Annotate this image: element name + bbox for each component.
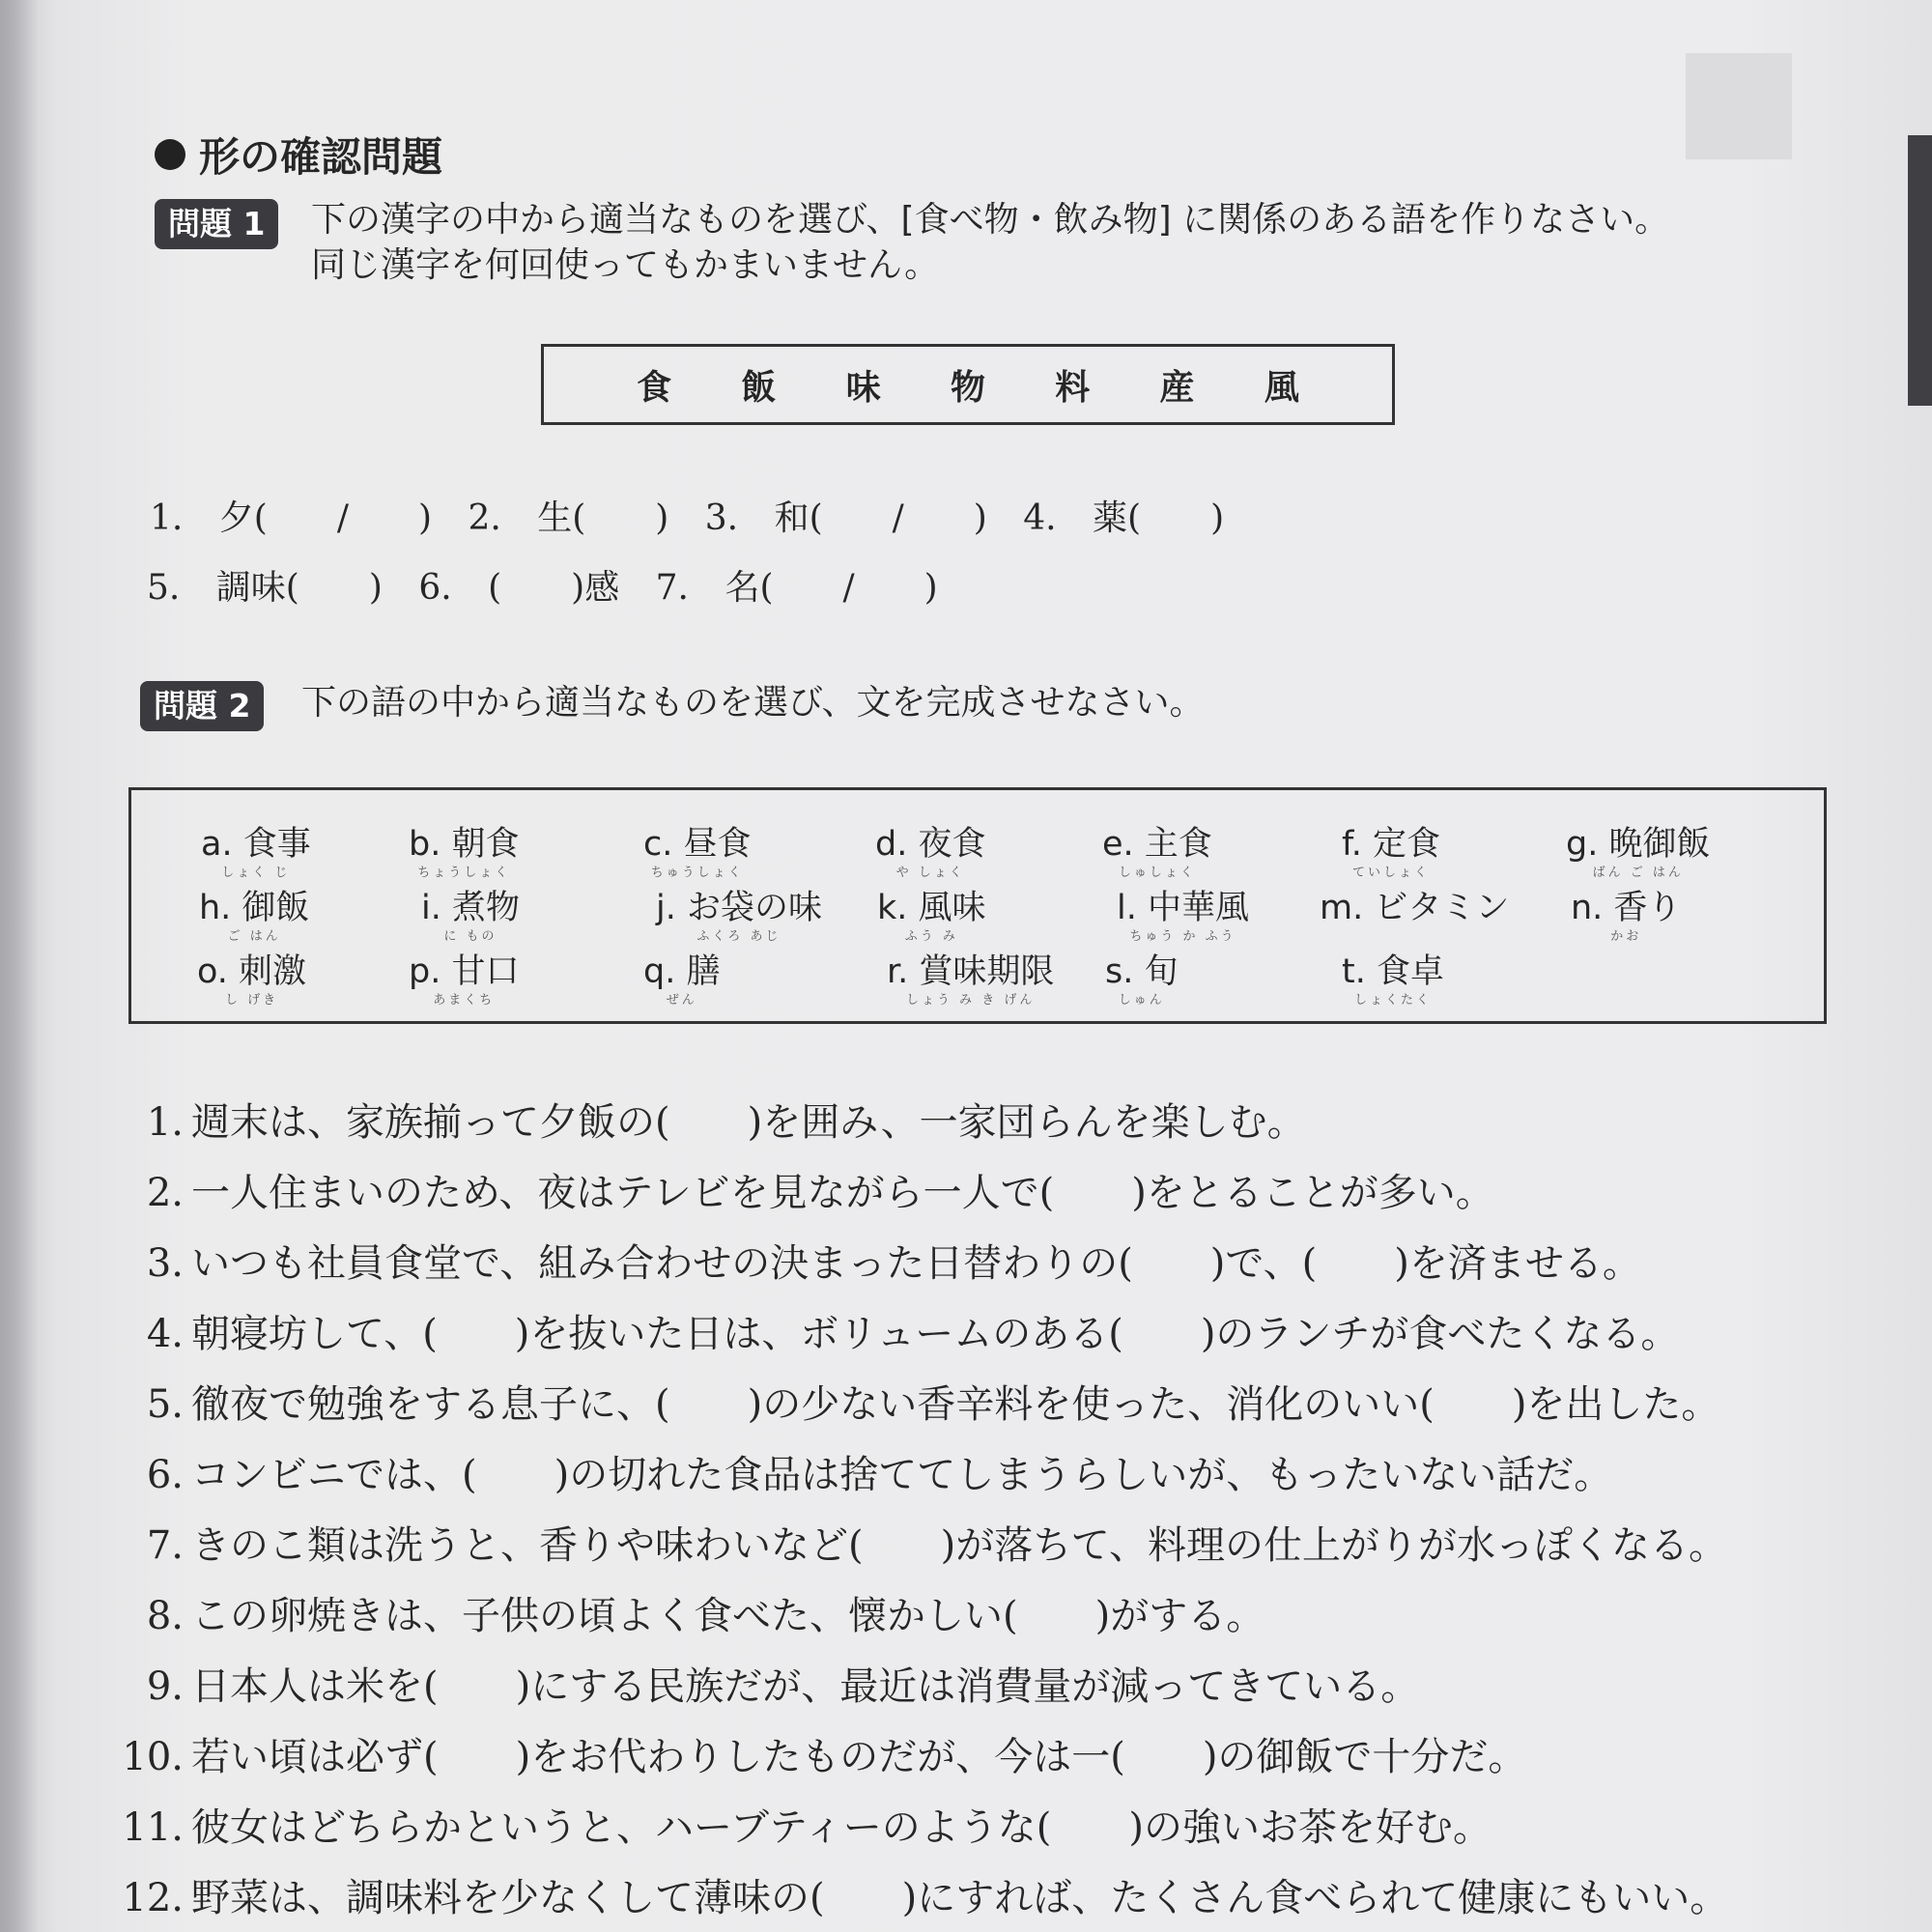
sentence-item: 2. 一人住まいのため、夜はテレビを見ながら一人で( )をとることが多い。 bbox=[146, 1171, 1494, 1215]
q1-items-row1: 1. 夕( / ) 2. 生( ) 3. 和( / ) 4. 薬( ) bbox=[150, 498, 1225, 538]
bullet-icon bbox=[155, 139, 185, 170]
sentence-item: 7. きのこ類は洗うと、香りや味わいなど( )が落ちて、料理の仕上がりが水っぽくなる。 bbox=[146, 1523, 1728, 1568]
kanji-choice-box bbox=[541, 344, 1395, 425]
word-choice: i. 煮物 に もの bbox=[421, 889, 520, 944]
q1-instruction-line1: 下の漢字の中から適当なものを選び、[食べ物・飲み物] に関係のある語を作りなさい。 bbox=[311, 200, 1670, 240]
kanji-choice: 物 bbox=[950, 367, 985, 408]
q2-badge: 問題 2 bbox=[140, 681, 264, 731]
word-choice: e. 主食 しゅしょく bbox=[1102, 825, 1212, 880]
sentence-item: 6. コンビニでは、( )の切れた食品は捨ててしまうらしいが、もったいない話だ。 bbox=[146, 1453, 1613, 1497]
bleed-through-box bbox=[1686, 53, 1792, 159]
kanji-choice: 飯 bbox=[741, 367, 777, 408]
word-choice: s. 旬 しゅん bbox=[1105, 952, 1179, 1008]
word-choice-box bbox=[128, 787, 1827, 1024]
q1-badge: 問題 1 bbox=[155, 199, 278, 249]
kanji-choice: 食 bbox=[637, 367, 672, 408]
word-choice: t. 食卓 しょくたく bbox=[1342, 952, 1444, 1008]
q1-items-row2: 5. 調味( ) 6. ( )感 7. 名( / ) bbox=[147, 568, 938, 608]
sentence-item: 3. いつも社員食堂で、組み合わせの決まった日替わりの( )で、( )を済ませる。 bbox=[146, 1241, 1641, 1286]
word-choice: q. 膳 ぜん bbox=[643, 952, 721, 1008]
word-choice: n. 香り かお bbox=[1571, 889, 1682, 944]
section-title bbox=[155, 126, 442, 184]
word-choice: o. 刺激 し げき bbox=[197, 952, 307, 1008]
sentence-item: 5. 徹夜で勉強をする息子に、( )の少ない香辛料を使った、消化のいい( )を出した。 bbox=[146, 1382, 1720, 1427]
kanji-choice: 味 bbox=[845, 367, 881, 408]
chapter-tab bbox=[1908, 135, 1932, 406]
sentence-item: 10. 若い頃は必ず( )をお代わりしたものだが、今は一( )の御飯で十分だ。 bbox=[122, 1735, 1527, 1779]
page-edge-shadow bbox=[0, 0, 39, 1932]
word-choice: a. 食事 しょく じ bbox=[201, 825, 311, 880]
word-choice: l. 中華風 ちゅう か ふう bbox=[1117, 889, 1249, 944]
kanji-choice: 風 bbox=[1264, 367, 1299, 408]
sentence-item: 4. 朝寝坊して、( )を抜いた日は、ボリュームのある( )のランチが食べたくなる。 bbox=[146, 1312, 1680, 1356]
word-choice: k. 風味 ふう み bbox=[877, 889, 986, 944]
kanji-choice: 産 bbox=[1159, 367, 1195, 408]
word-choice: d. 夜食 や しょく bbox=[875, 825, 986, 880]
word-choice: j. お袋の味 ふくろ あじ bbox=[656, 889, 822, 944]
q1-instruction-line2: 同じ漢字を何回使ってもかまいません。 bbox=[311, 245, 940, 285]
section-title-text: 形の確認問題 bbox=[199, 133, 443, 181]
word-choice: f. 定食 ていしょく bbox=[1342, 825, 1441, 880]
q2-instruction: 下の語の中から適当なものを選び、文を完成させなさい。 bbox=[301, 683, 1205, 723]
sentence-item: 1. 週末は、家族揃って夕飯の( )を囲み、一家団らんを楽しむ。 bbox=[146, 1100, 1306, 1145]
word-choice: r. 賞味期限 しょう み き げん bbox=[887, 952, 1055, 1008]
word-choice: m. ビタミン bbox=[1320, 889, 1510, 927]
word-choice: c. 昼食 ちゅうしょく bbox=[643, 825, 752, 880]
sentence-item: 8. この卵焼きは、子供の頃よく食べた、懐かしい( )がする。 bbox=[146, 1594, 1265, 1638]
word-choice: g. 晩御飯 ばん ご はん bbox=[1566, 825, 1711, 880]
word-choice: b. 朝食 ちょうしょく bbox=[409, 825, 520, 880]
sentence-item: 11. 彼女はどちらかというと、ハーブティーのような( )の強いお茶を好む。 bbox=[122, 1805, 1492, 1850]
sentence-item: 9. 日本人は米を( )にする民族だが、最近は消費量が減ってきている。 bbox=[146, 1664, 1420, 1709]
word-choice: p. 甘口 あまくち bbox=[409, 952, 520, 1008]
sentence-item: 12. 野菜は、調味料を少なくして薄味の( )にすれば、たくさん食べられて健康にもいい。 bbox=[122, 1876, 1729, 1920]
word-choice: h. 御飯 ご はん bbox=[199, 889, 310, 944]
kanji-choice: 料 bbox=[1055, 367, 1091, 408]
